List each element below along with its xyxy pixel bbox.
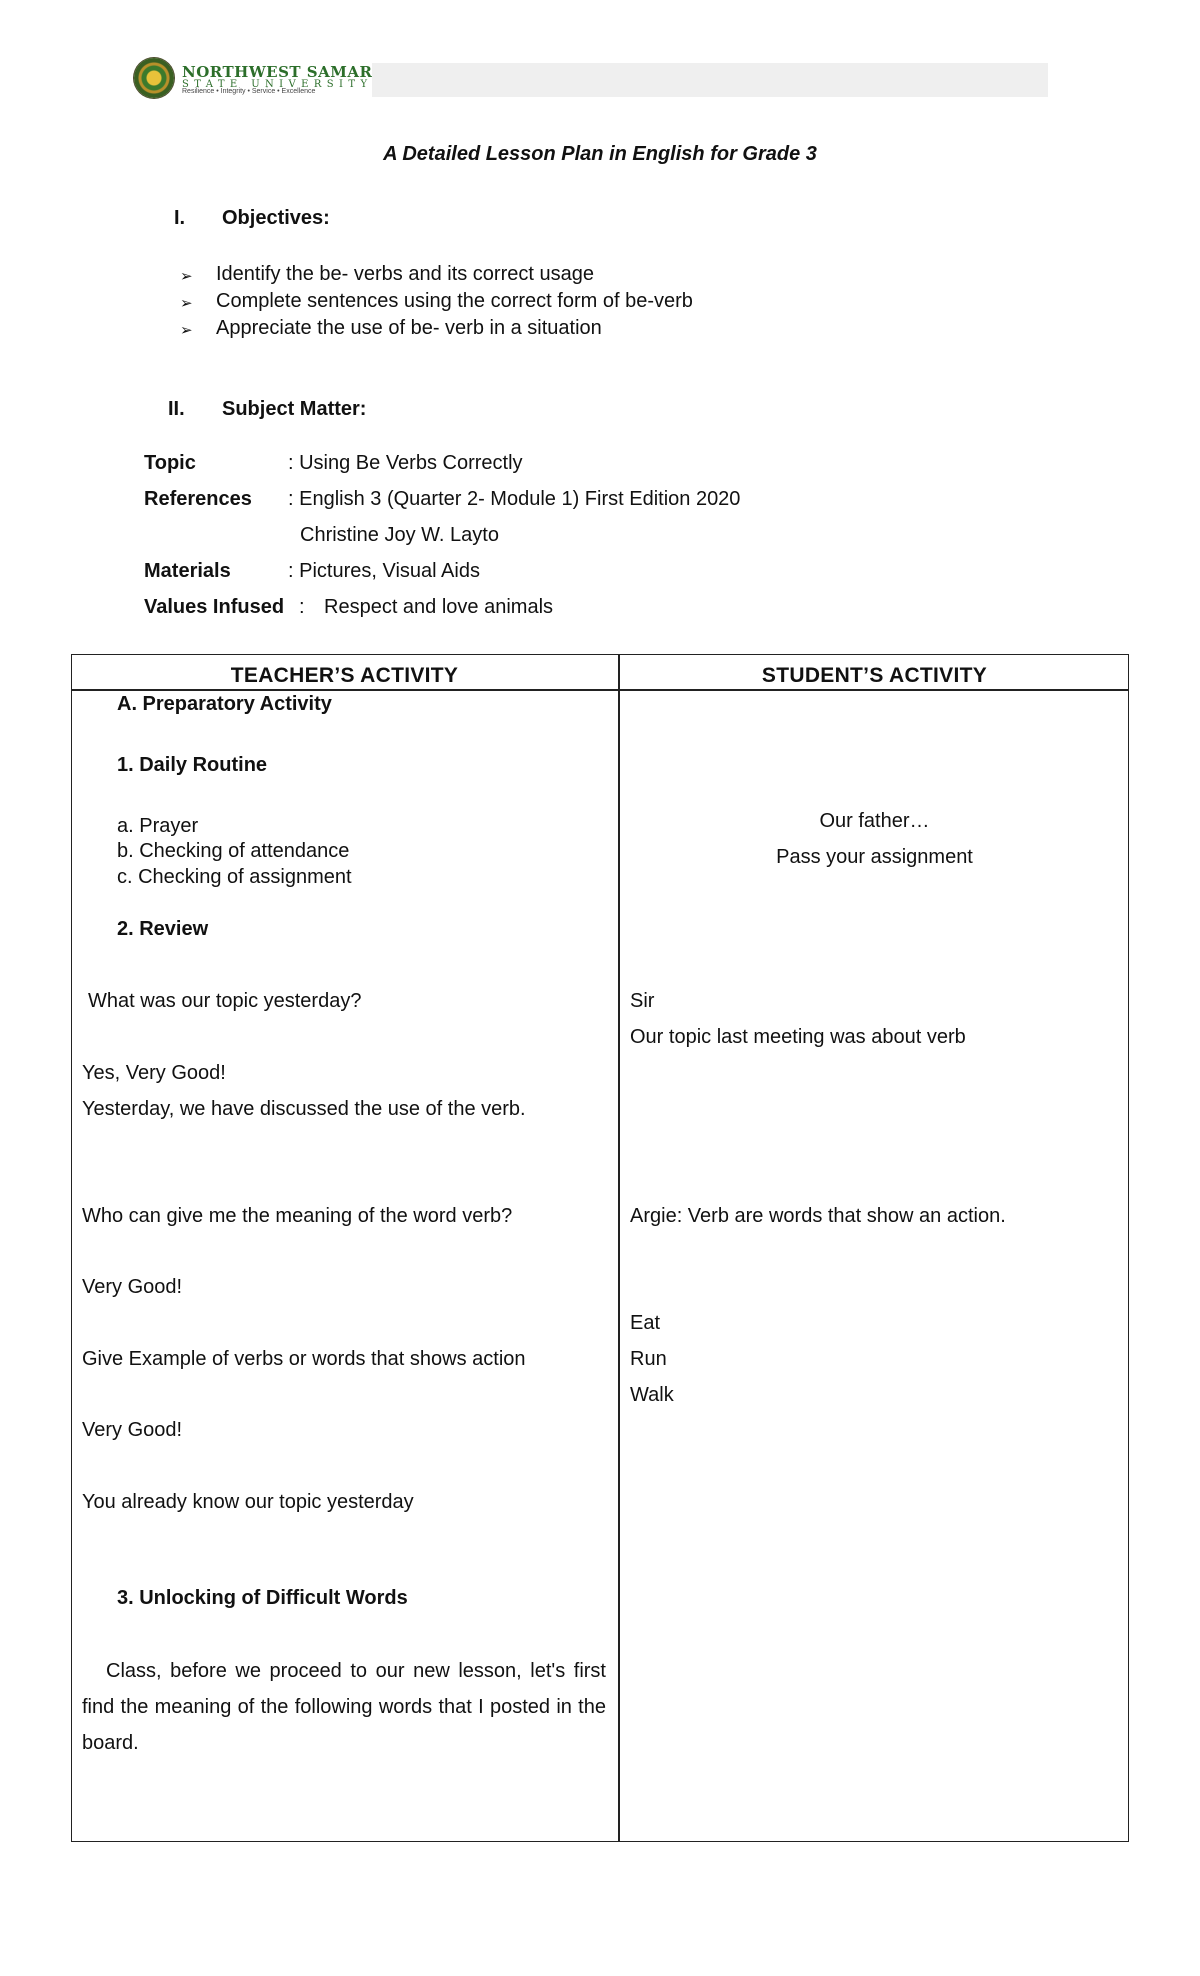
document-title: A Detailed Lesson Plan in English for Grade 3 <box>383 143 817 165</box>
subject-matter-number: II. <box>168 398 185 420</box>
university-name: NORTHWEST SAMAR <box>182 63 373 81</box>
student-line: Our father… <box>819 810 930 832</box>
student-line: Pass your assignment <box>776 846 973 868</box>
subject-matter-heading: Subject Matter: <box>222 398 367 420</box>
class-paragraph: Class, before we proceed to our new lesson, let's first find the meaning of the following words that I posted in the board. <box>82 1660 606 1754</box>
values-value: Respect and love animals <box>324 596 554 618</box>
preparatory-activity-heading: A. Preparatory Activity <box>117 693 332 715</box>
arrow-bullet-icon: ➢ <box>180 295 193 312</box>
teacher-line: Who can give me the meaning of the word verb? <box>82 1205 513 1227</box>
references-author: Christine Joy W. Layto <box>300 524 499 546</box>
student-line: Sir <box>630 990 655 1012</box>
unlocking-heading: 3. Unlocking of Difficult Words <box>117 1587 408 1609</box>
teacher-line: Yes, Very Good! <box>82 1062 226 1084</box>
topic-value: : Using Be Verbs Correctly <box>288 452 523 474</box>
student-line: Our topic last meeting was about verb <box>630 1026 966 1048</box>
arrow-bullet-icon: ➢ <box>180 268 193 285</box>
university-motto: Resilience • Integrity • Service • Excellence <box>182 88 316 95</box>
objectives-heading: Objectives: <box>222 207 330 229</box>
student-example: Run <box>630 1348 667 1370</box>
teacher-line: Yesterday, we have discussed the use of the verb. <box>82 1098 526 1120</box>
references-value: : English 3 (Quarter 2- Module 1) First Edition 2020 <box>288 488 741 510</box>
materials-value: : Pictures, Visual Aids <box>288 560 480 582</box>
daily-routine-heading: 1. Daily Routine <box>117 754 268 776</box>
university-subtitle: STATE UNIVERSITY <box>182 79 373 90</box>
teacher-line: Very Good! <box>82 1419 183 1441</box>
routine-item: a. Prayer <box>117 815 199 837</box>
references-label: References <box>144 488 252 510</box>
student-example: Eat <box>630 1312 661 1334</box>
routine-item: b. Checking of attendance <box>117 840 350 862</box>
teacher-activity-header: TEACHER’S ACTIVITY <box>230 664 459 687</box>
header-bar <box>372 63 1048 97</box>
university-seal-icon <box>134 58 174 98</box>
student-line: Argie: Verb are words that show an action. <box>630 1205 1006 1227</box>
teacher-line: What was our topic yesterday? <box>88 990 362 1012</box>
arrow-bullet-icon: ➢ <box>180 322 193 339</box>
table-header-divider <box>71 689 1129 691</box>
objective-item: Appreciate the use of be- verb in a situation <box>216 317 602 339</box>
student-example: Walk <box>630 1384 674 1406</box>
objective-item: Complete sentences using the correct form of be-verb <box>216 290 693 312</box>
teacher-line: Very Good! <box>82 1276 183 1298</box>
objectives-number: I. <box>174 207 186 229</box>
values-colon: : <box>299 596 305 618</box>
materials-label: Materials <box>144 560 231 582</box>
review-heading: 2. Review <box>117 918 209 940</box>
objective-item: Identify the be- verbs and its correct usage <box>216 263 594 285</box>
topic-label: Topic <box>144 452 196 474</box>
student-activity-header: STUDENT’S ACTIVITY <box>761 664 988 687</box>
teacher-line: Give Example of verbs or words that shows action <box>82 1348 526 1370</box>
routine-item: c. Checking of assignment <box>117 866 352 888</box>
teacher-line: You already know our topic yesterday <box>82 1491 414 1513</box>
values-label: Values Infused <box>144 596 285 618</box>
